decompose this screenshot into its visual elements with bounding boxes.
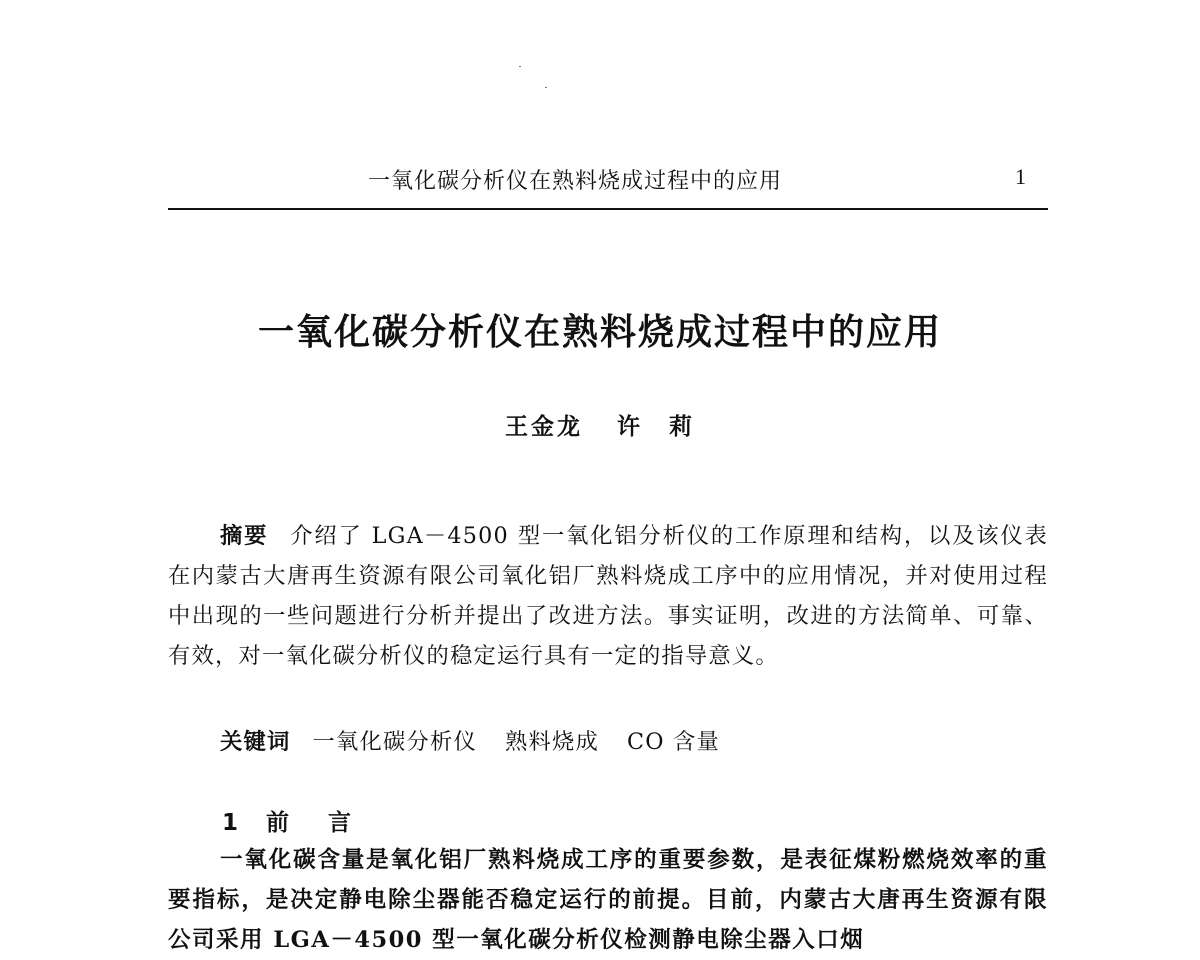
running-header (168, 160, 1048, 210)
section-heading (222, 804, 1102, 837)
page-number: 1 (1015, 164, 1026, 189)
section-number: 1 (222, 810, 247, 836)
running-title: 一氧化碳分析仪在熟料烧成过程中的应用 (368, 169, 783, 194)
keyword: CO 含量 (626, 729, 721, 755)
abstract-text: 介绍了 LGA－4500 型一氧化铝分析仪的工作原理和结构，以及该仪表在内蒙古大唐再生资源有限公司氧化铝厂熟料烧成工序中的应用情况，并对使用过程中出现的一些问题进行分析并提出了改进方法。事实证明，改进的方法简单、可靠、有效，对一氧化碳分析仪的稳定运行具有一定的指导意义。 (168, 523, 1049, 669)
scan-speck (545, 87, 547, 88)
keyword: 一氧化碳分析仪 (312, 729, 477, 755)
keyword: 熟料烧成 (504, 729, 599, 755)
section-body: 一氧化碳含量是氧化铝厂熟料烧成工序的重要参数，是表征煤粉燃烧效率的重要指标，是决定静电除尘器能否稳定运行的前提。目前，内蒙古大唐再生资源有限公司采用 LGA－4500 型一氧化碳分析仪检测静电除尘器入口烟 (168, 847, 1048, 953)
keywords-label: 关键词 (220, 729, 291, 755)
author-name: 王金龙 (505, 413, 583, 440)
scan-speck (519, 66, 521, 67)
abstract-label: 摘要 (220, 523, 269, 549)
author-line (0, 408, 1200, 441)
paper-title: 一氧化碳分析仪在熟料烧成过程中的应用 (257, 311, 942, 353)
abstract (168, 516, 1048, 676)
keywords (168, 722, 1100, 762)
author-name: 许 莉 (617, 413, 695, 440)
section-title: 前 言 (266, 810, 360, 836)
